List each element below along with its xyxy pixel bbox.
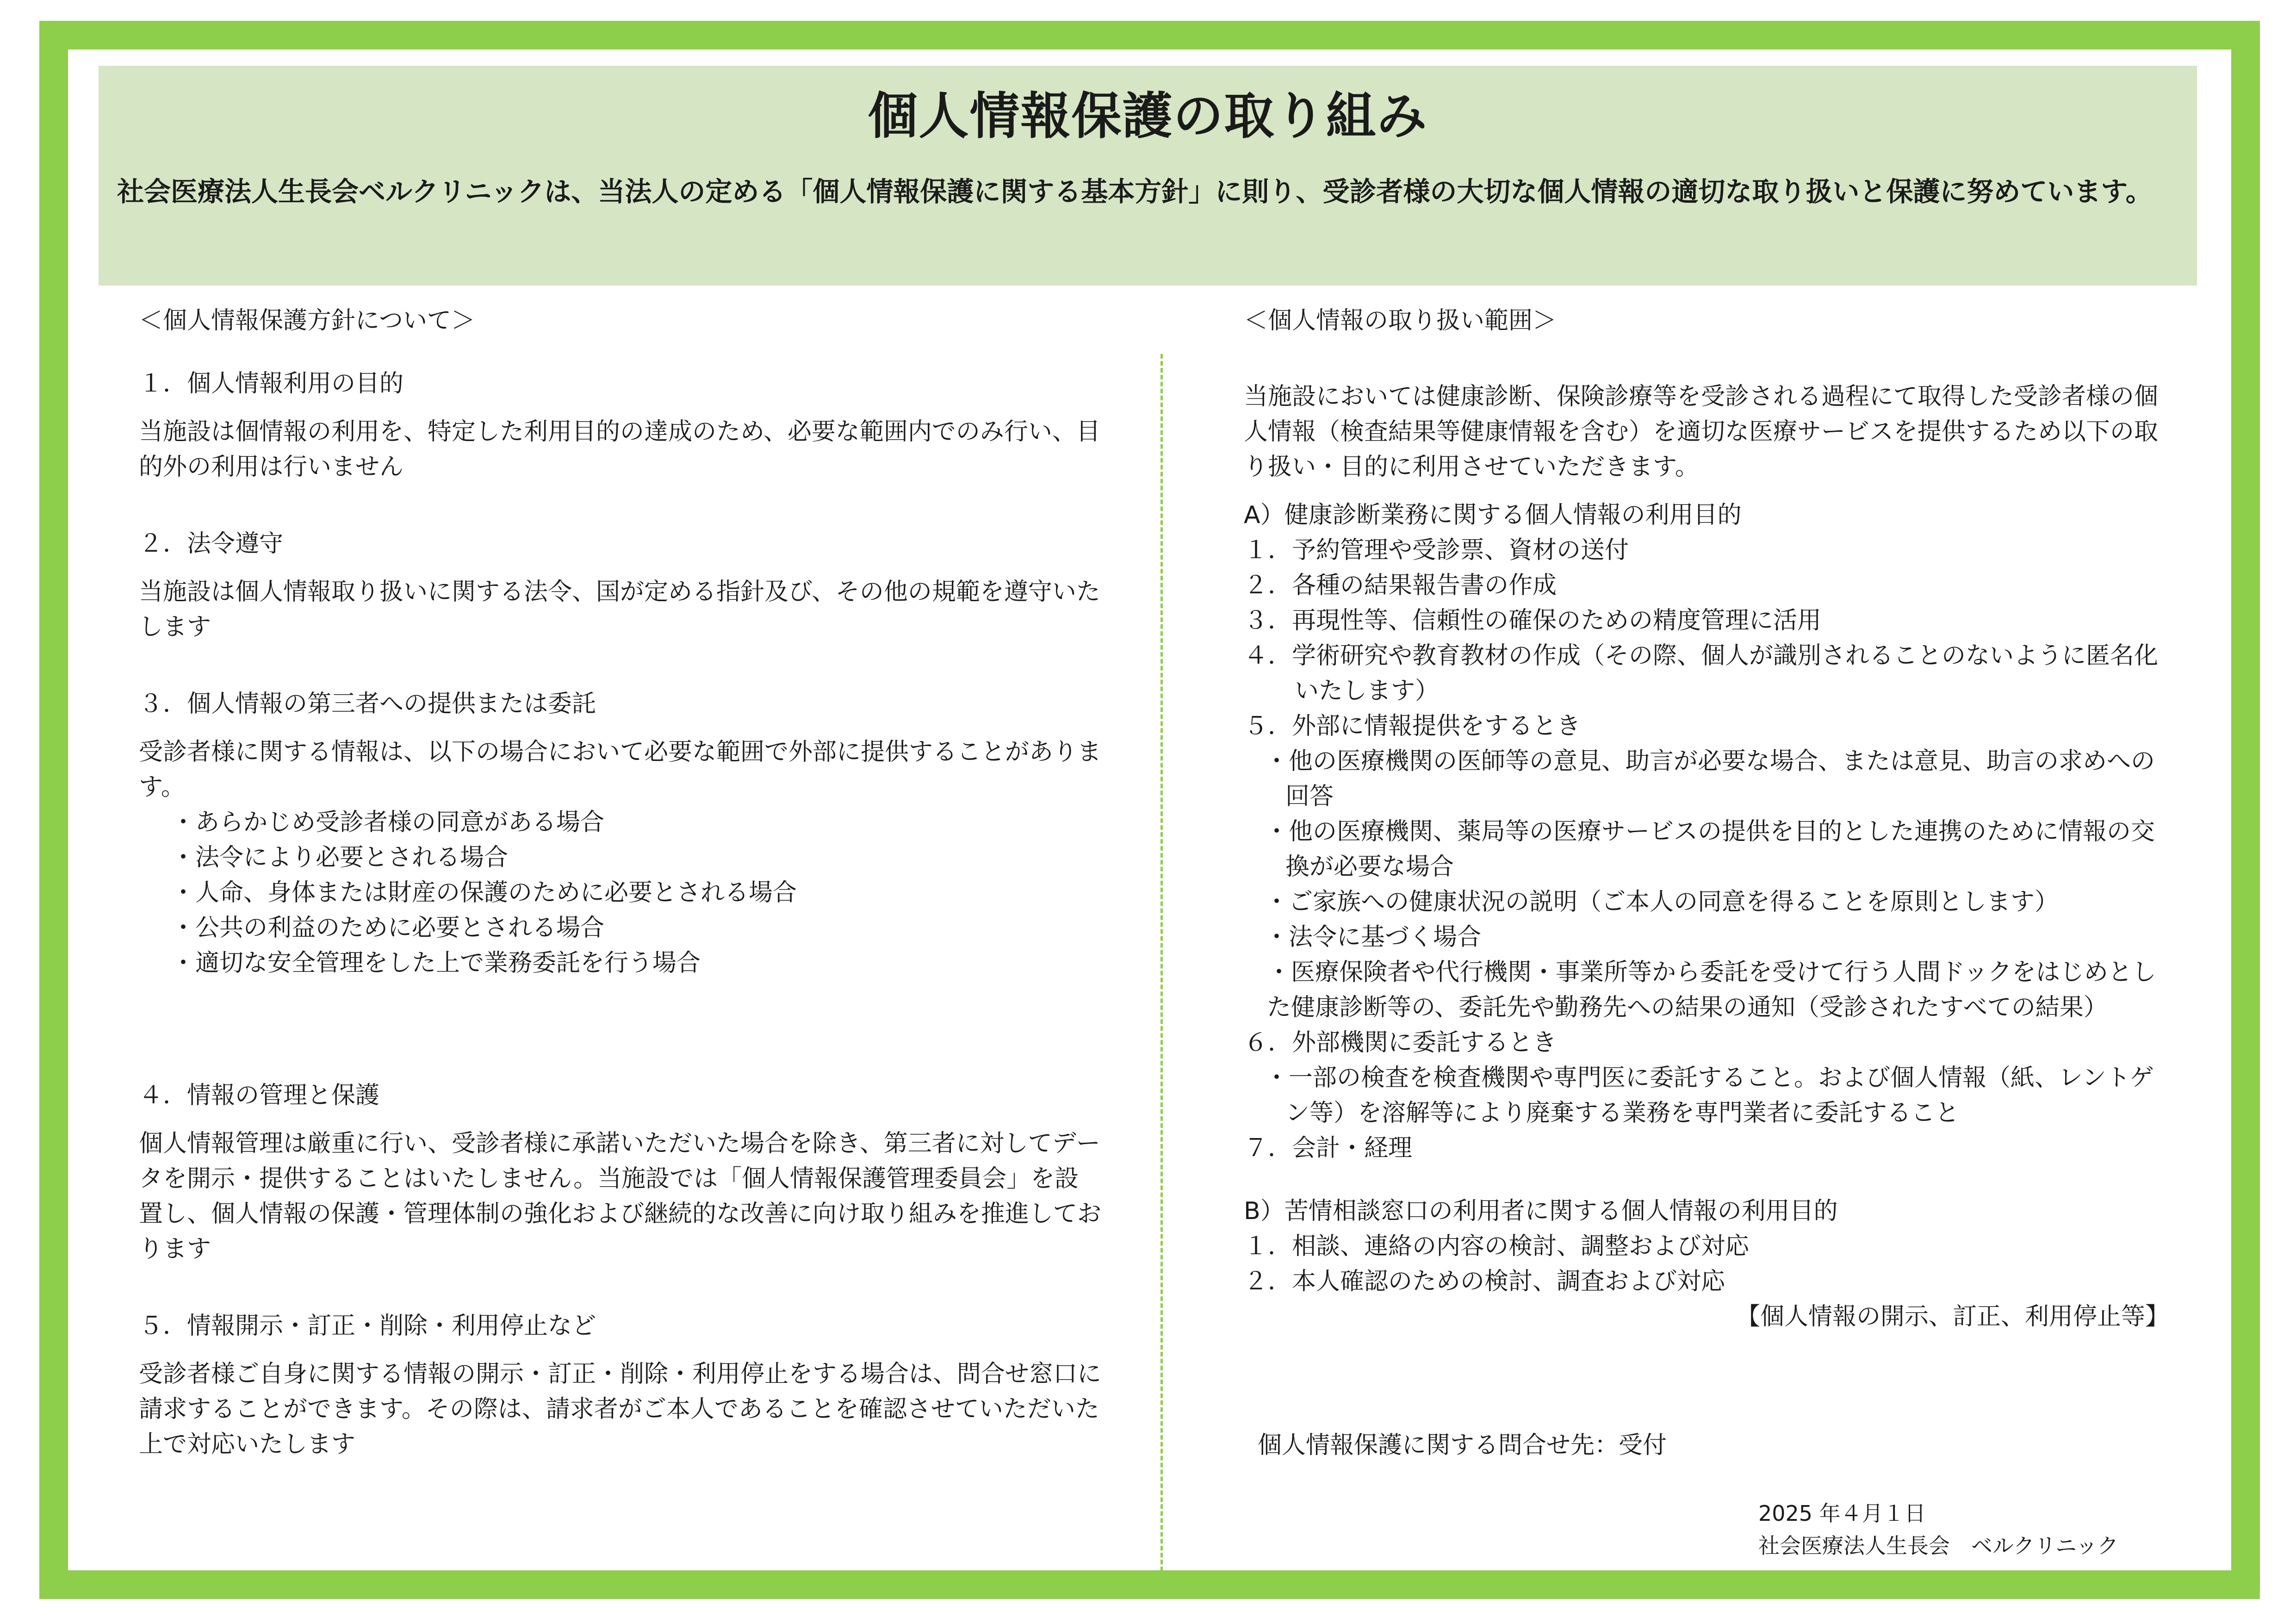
- note-bracket: 【個人情報の開示、訂正、利用停止等】: [1736, 1303, 2169, 1331]
- list-subitem: ・一部の検査を検査機関や専門医に委託すること。および個人情報（紙、レントゲン等）を溶解等により廃棄する業務を専門業者に委託すること: [1265, 1064, 2154, 1127]
- section-5-body: 受診者様ご自身に関する情報の開示・訂正・削除・利用停止をする場合は、問合せ窓口に請求することができます。その際は、請求者がご本人であることを確認させていただいた上で対応いたします: [139, 1360, 1102, 1458]
- section-4-body: 個人情報管理は厳重に行い、受診者様に承諾いただいた場合を除き、第三者に対してデータを開示・提供することはいたしません。当施設では「個人情報保護管理委員会」を設置し、個人情報の保護・管理体制の強化および継続的な改善に向け取り組みを推進しております: [139, 1130, 1102, 1263]
- list-item: ・法令により必要とされる場合: [171, 844, 509, 871]
- section-5-title: ５．情報開示・訂正・削除・利用停止など: [139, 1312, 596, 1340]
- section-a-title: A）健康診断業務に関する個人情報の利用目的: [1244, 501, 1742, 529]
- section-3-body: 受診者様に関する情報は、以下の場合において必要な範囲で外部に提供することがあります。: [139, 738, 1102, 801]
- scope-heading: ＜個人情報の取り扱い範囲＞: [1244, 307, 1557, 335]
- section-b-title: B）苦情相談窓口の利用者に関する個人情報の利用目的: [1244, 1197, 1838, 1225]
- signature-block: [1758, 1497, 2118, 1562]
- scope-intro: 当施設においては健康診断、保険診療等を受診される過程にて取得した受診者様の個人情報（検査結果等健康情報を含む）を適切な医療サービスを提供するため以下の取り扱い・目的に利用させていただきます。: [1244, 383, 2159, 481]
- list-item: ・あらかじめ受診者様の同意がある場合: [171, 809, 605, 836]
- list-item: ７．会計・経理: [1244, 1134, 1413, 1162]
- list-subitem: ・医療保険者や代行機関・事業所等から委託を受けて行う人間ドックをはじめとした健康診断等の、委託先や勤務先への結果の通知（受診されたすべての結果）: [1267, 958, 2156, 1021]
- list-item: ・公共の利益のために必要とされる場合: [171, 914, 605, 942]
- list-item: １．相談、連絡の内容の検討、調整および対応: [1244, 1232, 1750, 1260]
- header-banner: [99, 66, 2197, 286]
- section-1-title: １．個人情報利用の目的: [139, 370, 404, 398]
- list-item: ４．学術研究や教育教材の作成（その際、個人が識別されることのないように匿名化いたします）: [1244, 642, 2159, 705]
- policy-column: [139, 303, 1101, 1462]
- list-item: １．予約管理や受診票、資材の送付: [1244, 536, 1629, 564]
- organization-name: 社会医療法人生長会 ベルクリニック: [1758, 1533, 2119, 1558]
- page-title: 個人情報保護の取り組み: [868, 87, 1428, 145]
- section-2-title: ２．法令遵守: [139, 530, 284, 558]
- list-item: ５．外部に情報提供をするとき: [1244, 712, 1581, 740]
- scope-column: [1244, 303, 2169, 1334]
- list-subitem: ・ご家族への健康状況の説明（ご本人の同意を得ることを原則とします）: [1265, 888, 2059, 916]
- section-4-title: ４．情報の管理と保護: [139, 1082, 380, 1109]
- list-item: ・適切な安全管理をした上で業務委託を行う場合: [171, 949, 701, 977]
- contact-line: 個人情報保護に関する問合せ先：受付: [1258, 1431, 1667, 1459]
- list-item: ・人命、身体または財産の保護のために必要とされる場合: [171, 879, 797, 907]
- list-item: ６．外部機関に委託するとき: [1244, 1029, 1557, 1057]
- issue-date: 2025 年４月１日: [1758, 1501, 1926, 1526]
- section-1-body: 当施設は個情報の利用を、特定した利用目的の達成のため、必要な範囲内でのみ行い、目的外の利用は行いません: [139, 418, 1100, 481]
- list-item: ２．本人確認のための検討、調査および対応: [1244, 1268, 1725, 1295]
- section-3-title: ３．個人情報の第三者への提供または委託: [139, 690, 596, 718]
- list-subitem: ・他の医療機関の医師等の意見、助言が必要な場合、または意見、助言の求めへの回答: [1265, 747, 2155, 810]
- list-subitem: ・法令に基づく場合: [1265, 923, 1482, 951]
- intro-text: 社会医療法人生長会ベルクリニックは、当法人の定める「個人情報保護に関する基本方針」に則り、受診者様の大切な個人情報の適切な取り扱いと保護に努めています。: [117, 176, 2153, 207]
- column-divider: [1160, 354, 1163, 1585]
- list-subitem: ・他の医療機関、薬局等の医療サービスの提供を目的とした連携のために情報の交換が必要な場合: [1265, 818, 2155, 881]
- policy-heading: ＜個人情報保護方針について＞: [139, 307, 475, 335]
- list-item: ２．各種の結果報告書の作成: [1244, 572, 1557, 599]
- section-2-body: 当施設は個人情報取り扱いに関する法令、国が定める指針及び、その他の規範を遵守いたします: [139, 578, 1100, 641]
- list-item: ３．再現性等、信頼性の確保のための精度管理に活用: [1244, 607, 1822, 635]
